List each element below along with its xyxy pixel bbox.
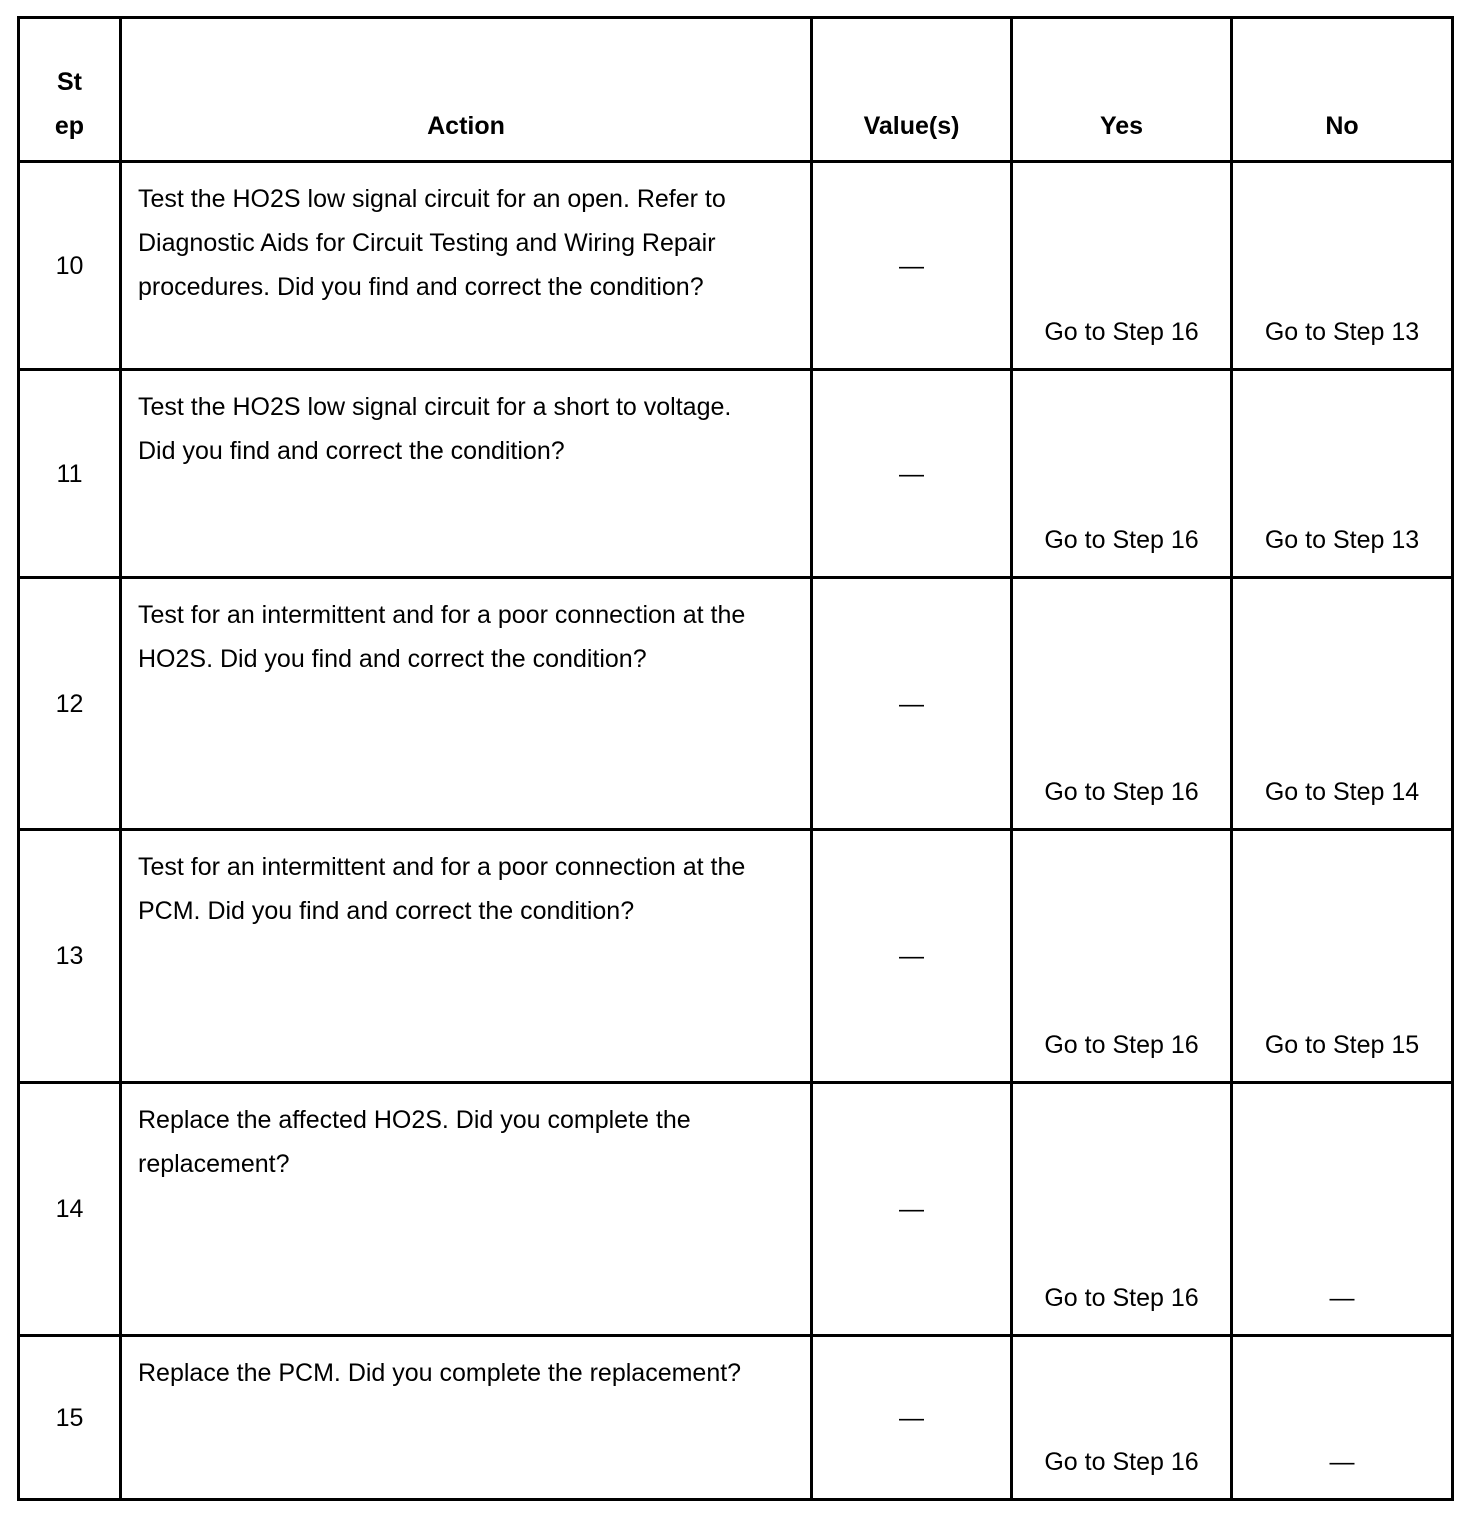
- yes-cell: Go to Step 16: [1012, 578, 1232, 830]
- step-number: 11: [19, 370, 121, 578]
- action-text: Test the HO2S low signal circuit for a short to voltage. Did you find and correct the condition?: [121, 370, 812, 578]
- header-no: No: [1232, 18, 1453, 162]
- value-cell: —: [812, 830, 1012, 1083]
- value-cell: —: [812, 370, 1012, 578]
- table-row: [19, 1083, 1453, 1336]
- yes-cell: Go to Step 16: [1012, 1336, 1232, 1500]
- yes-cell: Go to Step 16: [1012, 370, 1232, 578]
- value-cell: —: [812, 1083, 1012, 1336]
- action-text: Replace the affected HO2S. Did you complete the replacement?: [121, 1083, 812, 1336]
- step-number: 15: [19, 1336, 121, 1500]
- value-cell: —: [812, 1336, 1012, 1500]
- table-row: [19, 578, 1453, 830]
- table-row: [19, 830, 1453, 1083]
- table-row: [19, 162, 1453, 370]
- action-text: Replace the PCM. Did you complete the replacement?: [121, 1336, 812, 1500]
- value-cell: —: [812, 578, 1012, 830]
- yes-cell: Go to Step 16: [1012, 1083, 1232, 1336]
- action-text: Test for an intermittent and for a poor connection at the HO2S. Did you find and correct the condition?: [121, 578, 812, 830]
- step-number: 10: [19, 162, 121, 370]
- no-cell: Go to Step 14: [1232, 578, 1453, 830]
- yes-cell: Go to Step 16: [1012, 830, 1232, 1083]
- value-cell: —: [812, 162, 1012, 370]
- table-row: [19, 370, 1453, 578]
- no-cell: —: [1232, 1083, 1453, 1336]
- table-row: [19, 1336, 1453, 1500]
- step-number: 13: [19, 830, 121, 1083]
- header-action: Action: [121, 18, 812, 162]
- header-step-line2: ep: [54, 112, 85, 140]
- action-text: Test for an intermittent and for a poor connection at the PCM. Did you find and correct the condition?: [121, 830, 812, 1083]
- header-step: [19, 18, 121, 162]
- header-step-line1: St: [57, 68, 82, 96]
- header-yes: Yes: [1012, 18, 1232, 162]
- no-cell: —: [1232, 1336, 1453, 1500]
- diagnostic-steps-table: [17, 16, 1454, 1501]
- header-values: Value(s): [812, 18, 1012, 162]
- yes-cell: Go to Step 16: [1012, 162, 1232, 370]
- no-cell: Go to Step 15: [1232, 830, 1453, 1083]
- no-cell: Go to Step 13: [1232, 370, 1453, 578]
- table-header-row: [19, 18, 1453, 162]
- step-number: 12: [19, 578, 121, 830]
- action-text: Test the HO2S low signal circuit for an open. Refer to Diagnostic Aids for Circuit Testing and Wiring Repair procedures. Did you find and correct the condition?: [121, 162, 812, 370]
- step-number: 14: [19, 1083, 121, 1336]
- no-cell: Go to Step 13: [1232, 162, 1453, 370]
